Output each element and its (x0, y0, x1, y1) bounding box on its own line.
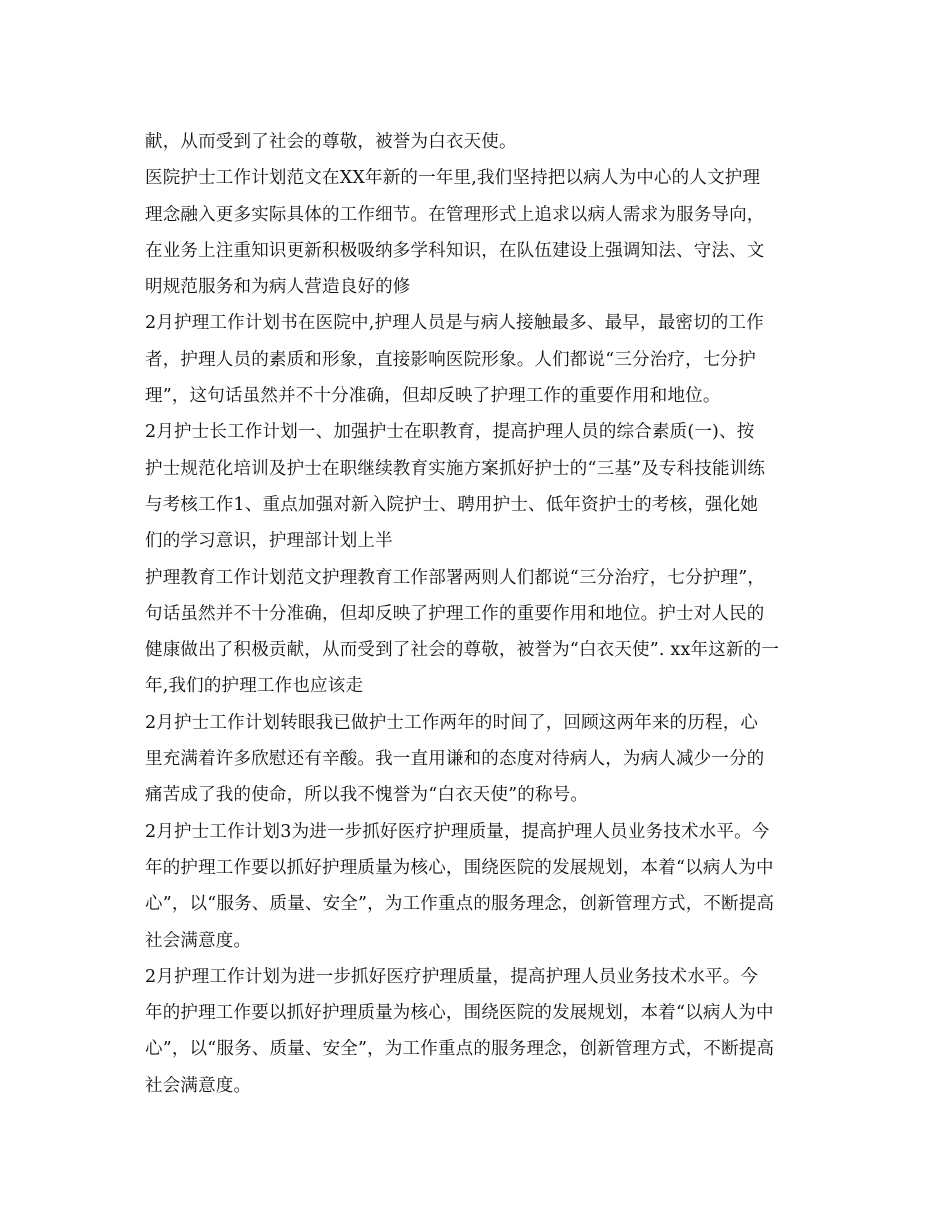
text-line: 2月护士工作计划3为进一步抓好医疗护理质量，提高护理人员业务技术水平。今 (145, 821, 770, 842)
text-line: 社会满意度。 (145, 1075, 252, 1096)
text-line: 明规范服务和为病人营造良好的修 (145, 277, 411, 298)
text-line: 痛苦成了我的使命，所以我不愧誉为“白衣天使”的称号。 (145, 785, 589, 806)
text-line: 年的护理工作要以抓好护理质量为核心，围绕医院的发展规划，本着“以病人为中 (145, 857, 774, 878)
text-line: 句话虽然并不十分准确，但却反映了护理工作的重要作用和地位。护士对人民的 (145, 603, 765, 624)
text-line: 护士规范化培训及护士在职继续教育实施方案抓好护士的“三基”及专科技能训练 (145, 458, 766, 479)
text-line: 心”，以“服务、质量、安全”，为工作重点的服务理念，创新管理方式，不断提高 (145, 894, 775, 915)
text-line: 献，从而受到了社会的尊敬，被誉为白衣天使。 (145, 132, 517, 152)
text-line: 在业务上注重知识更新积极吸纳多学科知识，在队伍建设上强调知法、守法、文 (145, 240, 765, 261)
text-line: 医院护士工作计划范文在XX年新的一年里,我们坚持把以病人为中心的人文护理 (145, 168, 761, 189)
text-line: 理”，这句话虽然并不十分准确，但却反映了护理工作的重要作用和地位。 (145, 386, 721, 407)
text-line: 2月护理工作计划书在医院中,护理人员是与病人接触最多、最早，最密切的工作 (145, 313, 764, 334)
text-line: 们的学习意识，护理部计划上半 (145, 531, 393, 552)
text-line: 2月护理工作计划为进一步抓好医疗护理质量，提高护理人员业务技术水平。今 (145, 966, 759, 987)
text-line: 年,我们的护理工作也应该走 (145, 676, 364, 697)
text-line: 里充满着许多欣慰还有辛酸。我一直用谦和的态度对待病人，为病人减少一分的 (145, 749, 765, 770)
document-body (145, 124, 810, 1104)
text-line: 者，护理人员的素质和形象，直接影响医院形象。人们都说“三分治疗，七分护 (145, 349, 756, 370)
text-line: 理念融入更多实际具体的工作细节。在管理形式上追求以病人需求为服务导向， (145, 204, 765, 225)
text-line: 健康做出了积极贡献，从而受到了社会的尊敬，被誉为“白衣天使”. xx年这新的一 (145, 640, 780, 661)
text-line: 2月护士长工作计划一、加强护士在职教育，提高护理人员的综合素质(一)、按 (145, 422, 755, 443)
text-line: 2月护士工作计划转眼我已做护士工作两年的时间了，回顾这两年来的历程，心 (145, 712, 759, 733)
text-line: 护理教育工作计划范文护理教育工作部署两则人们都说“三分治疗，七分护理”， (145, 567, 766, 588)
text-line: 社会满意度。 (145, 930, 252, 951)
text-line: 年的护理工作要以抓好护理质量为核心，围绕医院的发展规划，本着“以病人为中 (145, 1003, 774, 1024)
text-line: 心”，以“服务、质量、安全”，为工作重点的服务理念，创新管理方式，不断提高 (145, 1039, 775, 1060)
text-line: 与考核工作1、重点加强对新入院护士、聘用护士、低年资护士的考核，强化她 (145, 494, 759, 515)
